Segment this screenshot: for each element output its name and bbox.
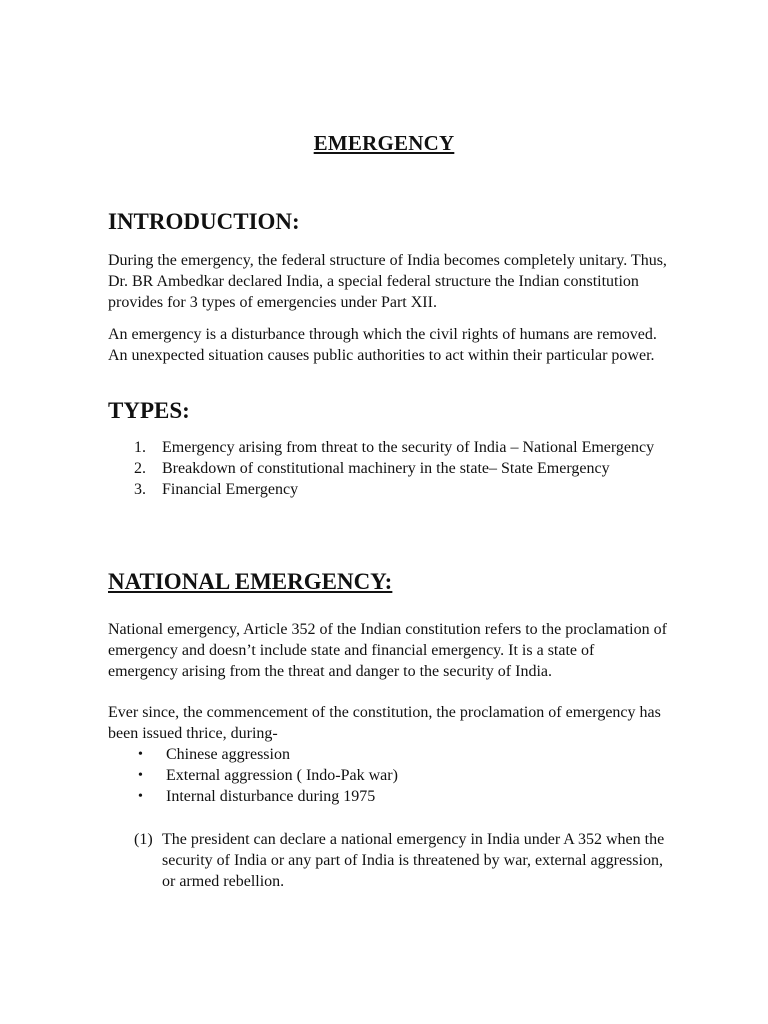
national-emergency-heading: NATIONAL EMERGENCY: — [108, 569, 393, 594]
list-item — [108, 765, 668, 786]
list-item-text: Breakdown of constitutional machinery in the state– State Emergency — [162, 460, 610, 477]
national-emergency-paragraph: National emergency, Article 352 of the Indian constitution refers to the proclamation of emergency and doesn’t include state and financial emergency. It is a state of emergency arising from the threat and danger to the security of India. — [108, 621, 667, 680]
list-marker: 3. — [134, 481, 146, 498]
introduction-heading: INTRODUCTION: — [108, 209, 300, 234]
list-item-text: Internal disturbance during 1975 — [166, 788, 376, 805]
types-list — [108, 437, 668, 500]
list-item-text: External aggression ( Indo-Pak war) — [166, 767, 398, 784]
national-emergency-paragraph-2: Ever since, the commencement of the constitution, the proclamation of emergency has been issued thrice, during- — [108, 704, 661, 742]
list-item — [108, 437, 668, 458]
list-item-text: Chinese aggression — [166, 746, 290, 763]
list-item — [108, 479, 668, 500]
list-item-text: Financial Emergency — [162, 481, 299, 498]
bullet-list — [108, 744, 668, 807]
document-title: EMERGENCY — [313, 131, 455, 155]
bullet-marker: • — [138, 768, 143, 783]
list-marker: 2. — [134, 460, 146, 477]
list-item — [108, 458, 668, 479]
introduction-paragraph-1: During the emergency, the federal structure of India becomes completely unitary. Thus, Dr. BR Ambedkar declared India, a special federal structure the Indian constitution provides for 3 types of emergencies under Part XII. — [108, 252, 667, 311]
list-marker: (1) — [134, 831, 153, 848]
list-item-text: Emergency arising from threat to the security of India – National Emergency — [162, 439, 655, 456]
list-item — [108, 744, 668, 765]
types-heading: TYPES: — [108, 398, 190, 423]
introduction-paragraph-2: An emergency is a disturbance through which the civil rights of humans are removed. An unexpected situation causes public authorities to act within their particular power. — [108, 326, 657, 364]
bullet-marker: • — [138, 789, 143, 804]
list-item — [108, 786, 668, 807]
list-item-text: The president can declare a national emergency in India under A 352 when the security of India or any part of India is threatened by war, external aggression, or armed rebellion. — [162, 831, 665, 890]
list-marker: 1. — [134, 439, 146, 456]
list-item — [108, 829, 668, 892]
bullet-marker: • — [138, 747, 143, 762]
numbered-list — [108, 829, 668, 892]
